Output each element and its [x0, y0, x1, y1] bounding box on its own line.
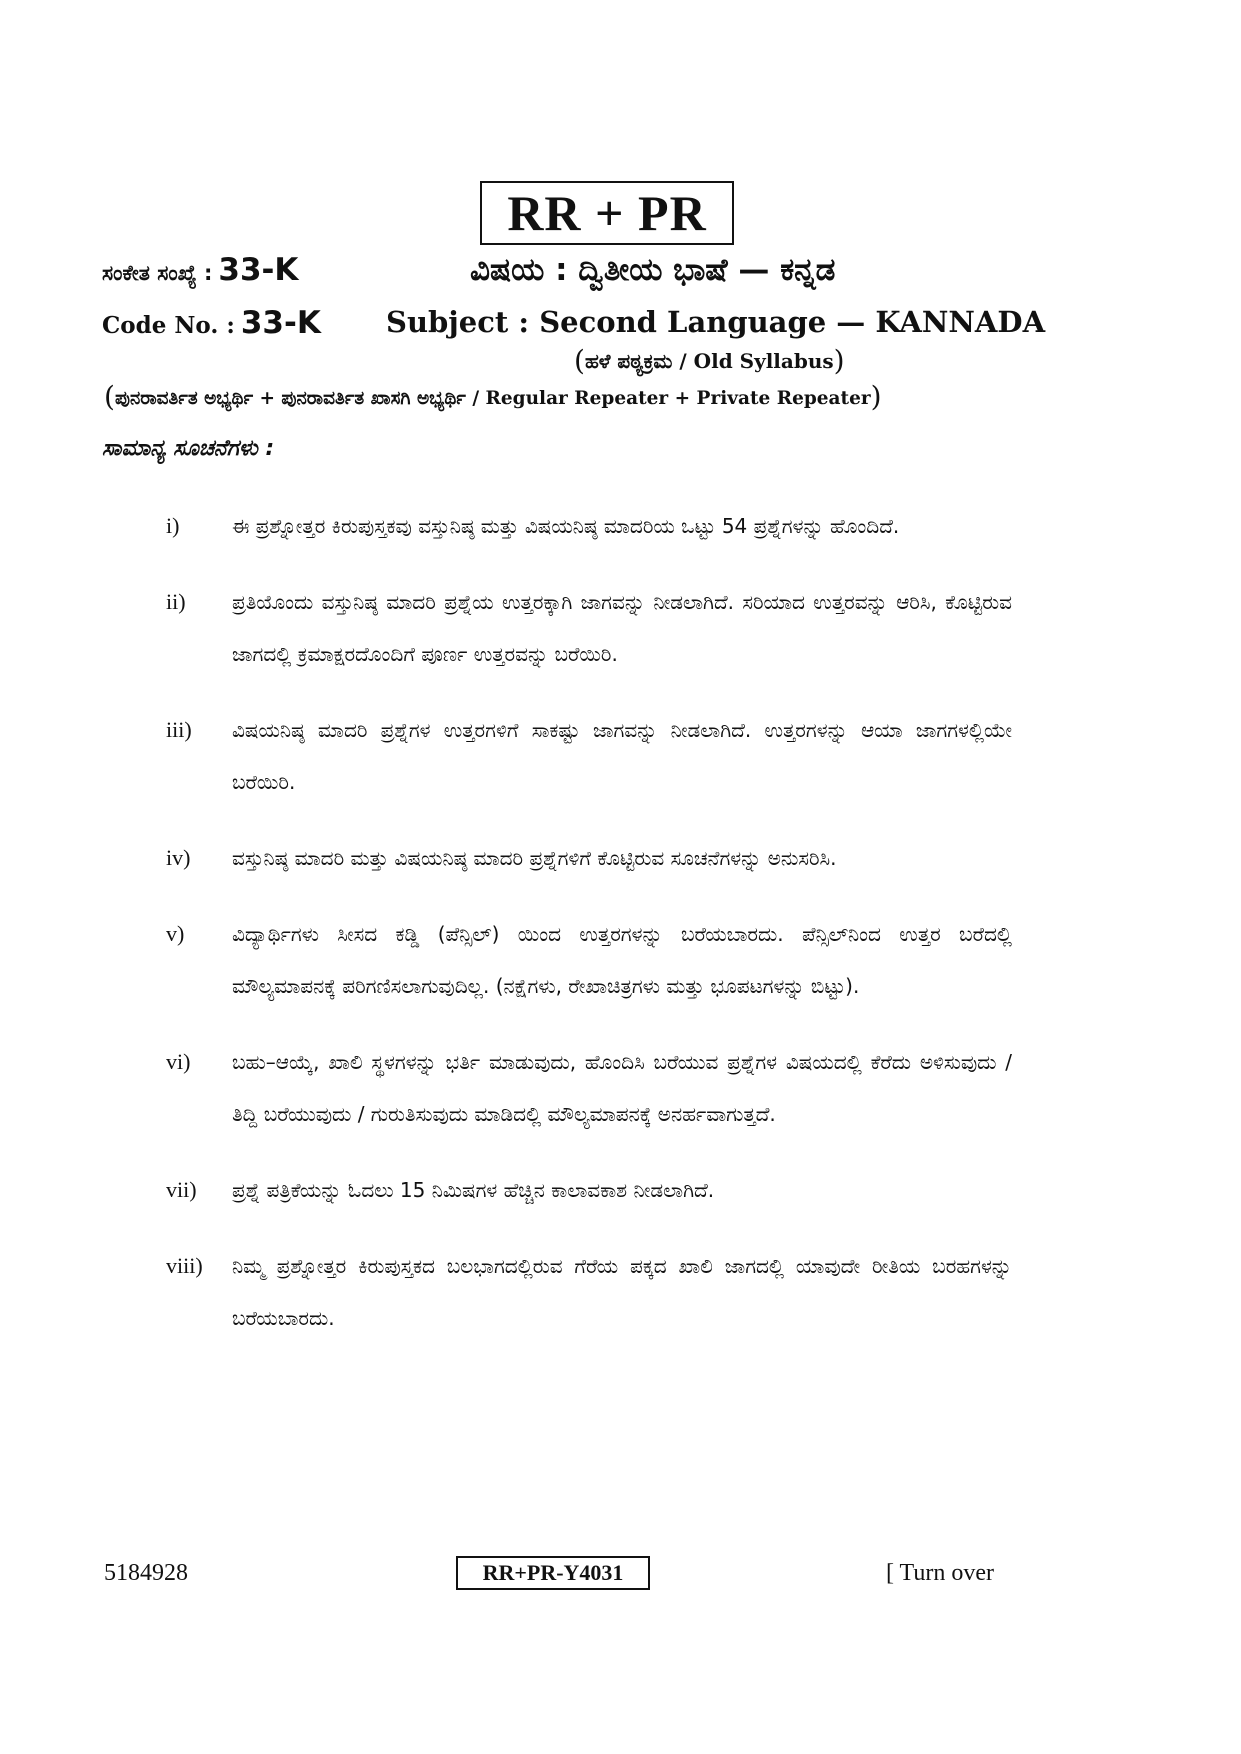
kn-code-value: 33-K	[218, 252, 299, 288]
instruction-item	[166, 1036, 1012, 1140]
instruction-text: ಈ ಪ್ರಶ್ನೋತ್ತರ ಕಿರುಪುಸ್ತಕವು ವಸ್ತುನಿಷ್ಠ ಮತ್ತು ವಿಷಯನಿಷ್ಠ ಮಾದರಿಯ ಒಟ್ಟು 54 ಪ್ರಶ್ನೆಗಳನ್ನು ಹೊಂದಿದೆ.	[232, 514, 900, 538]
instruction-text: ನಿಮ್ಮ ಪ್ರಶ್ನೋತ್ತರ ಕಿರುಪುಸ್ತಕದ ಬಲಭಾಗದಲ್ಲಿರುವ ಗೆರೆಯ ಪಕ್ಕದ ಖಾಲಿ ಜಾಗದಲ್ಲಿ ಯಾವುದೇ ರೀತಿಯ ಬರಹಗಳನ್ನು ಬರೆಯಬಾರದು.	[232, 1254, 1012, 1330]
instruction-item	[166, 832, 1012, 884]
instruction-text: ಬಹು–ಆಯ್ಕೆ, ಖಾಲಿ ಸ್ಥಳಗಳನ್ನು ಭರ್ತಿ ಮಾಡುವುದು, ಹೊಂದಿಸಿ ಬರೆಯುವ ಪ್ರಶ್ನೆಗಳ ವಿಷಯದಲ್ಲಿ ಕೆರೆದು ಅಳಿಸುವುದು / ತಿದ್ದಿ ಬರೆಯುವುದು / ಗುರುತಿಸುವುದು ಮಾಡಿದಲ್ಲಿ ಮೌಲ್ಯಮಾಪನಕ್ಕೆ ಅನರ್ಹವಾಗುತ್ತದೆ.	[232, 1050, 1012, 1126]
en-subject-row	[386, 305, 1045, 339]
syllabus-label: ಹಳೆ ಪಠ್ಯಕ್ರಮ / Old Syllabus	[584, 349, 834, 373]
turn-over-label: [ Turn over	[886, 1560, 995, 1586]
instruction-number: i)	[166, 513, 180, 538]
instruction-item	[166, 1240, 1012, 1344]
instruction-number: vii)	[166, 1177, 197, 1202]
en-subject: Subject : Second Language — KANNADA	[386, 305, 1046, 339]
instructions-list	[166, 500, 1012, 1368]
instruction-number: v)	[166, 921, 185, 946]
instruction-item	[166, 1164, 1012, 1216]
instruction-text: ವಸ್ತುನಿಷ್ಠ ಮಾದರಿ ಮತ್ತು ವಿಷಯನಿಷ್ಠ ಮಾದರಿ ಪ್ರಶ್ನೆಗಳಿಗೆ ಕೊಟ್ಟಿರುವ ಸೂಚನೆಗಳನ್ನು ಅನುಸರಿಸಿ.	[232, 846, 837, 870]
kn-code-row	[102, 252, 298, 288]
en-code-row	[102, 305, 321, 341]
kn-subject: ವಿಷಯ : ದ್ವಿತೀಯ ಭಾಷೆ — ಕನ್ನಡ	[470, 252, 836, 288]
instruction-number: iv)	[166, 845, 191, 870]
en-code-value: 33-K	[240, 305, 321, 341]
instruction-number: vi)	[166, 1049, 191, 1074]
general-instructions-heading: ಸಾಮಾನ್ಯ ಸೂಚನೆಗಳು :	[102, 436, 275, 461]
instruction-number: viii)	[166, 1253, 203, 1278]
candidates-row: (ಪುನರಾವರ್ತಿತ ಅಭ್ಯರ್ಥಿ + ಪುನರಾವರ್ತಿತ ಖಾಸಗಿ ಅಭ್ಯರ್ಥಿ / Regular Repeater + Private Repeater)	[104, 380, 882, 413]
instruction-text: ವಿಷಯನಿಷ್ಠ ಮಾದರಿ ಪ್ರಶ್ನೆಗಳ ಉತ್ತರಗಳಿಗೆ ಸಾಕಷ್ಟು ಜಾಗವನ್ನು ನೀಡಲಾಗಿದೆ. ಉತ್ತರಗಳನ್ನು ಆಯಾ ಜಾಗಗಳಲ್ಲಿಯೇ ಬರೆಯಿರಿ.	[232, 718, 1012, 794]
instruction-text: ಪ್ರಶ್ನೆ ಪತ್ರಿಕೆಯನ್ನು ಓದಲು 15 ನಿಮಿಷಗಳ ಹೆಚ್ಚಿನ ಕಾಲಾವಕಾಶ ನೀಡಲಾಗಿದೆ.	[232, 1178, 715, 1202]
instruction-item	[166, 704, 1012, 808]
instruction-item	[166, 500, 1012, 552]
general-instructions-heading-row	[102, 436, 274, 461]
exam-type-badge: RR + PR	[480, 181, 734, 245]
instruction-item	[166, 576, 1012, 680]
kn-subject-row	[470, 252, 835, 289]
serial-number: 5184928	[104, 1560, 188, 1586]
instruction-text: ಪ್ರತಿಯೊಂದು ವಸ್ತುನಿಷ್ಠ ಮಾದರಿ ಪ್ರಶ್ನೆಯ ಉತ್ತರಕ್ಕಾಗಿ ಜಾಗವನ್ನು ನೀಡಲಾಗಿದೆ. ಸರಿಯಾದ ಉತ್ತರವನ್ನು ಆರಿಸಿ, ಕೊಟ್ಟಿರುವ ಜಾಗದಲ್ಲಿ ಕ್ರಮಾಕ್ಷರದೊಂದಿಗೆ ಪೂರ್ಣ ಉತ್ತರವನ್ನು ಬರೆಯಿರಿ.	[232, 590, 1012, 666]
instruction-text: ವಿದ್ಯಾರ್ಥಿಗಳು ಸೀಸದ ಕಡ್ಡಿ (ಪೆನ್ಸಿಲ್) ಯಿಂದ ಉತ್ತರಗಳನ್ನು ಬರೆಯಬಾರದು. ಪೆನ್ಸಿಲ್‌ನಿಂದ ಉತ್ತರ ಬರೆದಲ್ಲಿ ಮೌಲ್ಯಮಾಪನಕ್ಕೆ ಪರಿಗಣಿಸಲಾಗುವುದಿಲ್ಲ. (ನಕ್ಷೆಗಳು, ರೇಖಾಚಿತ್ರಗಳು ಮತ್ತು ಭೂಪಟಗಳನ್ನು ಬಿಟ್ಟು).	[232, 922, 1012, 998]
kn-code-label: ಸಂಕೇತ ಸಂಖ್ಯೆ :	[102, 261, 213, 285]
paper-code-box: RR+PR-Y4031	[456, 1556, 650, 1590]
instruction-number: iii)	[166, 717, 192, 742]
candidates-label: ಪುನರಾವರ್ತಿತ ಅಭ್ಯರ್ಥಿ + ಪುನರಾವರ್ತಿತ ಖಾಸಗಿ ಅಭ್ಯರ್ಥಿ / Regular Repeater + Private Repeater	[114, 388, 871, 409]
instruction-item	[166, 908, 1012, 1012]
en-code-label: Code No. :	[102, 312, 235, 339]
syllabus-row: (ಹಳೆ ಪಠ್ಯಕ್ರಮ / Old Syllabus)	[574, 344, 845, 377]
instruction-number: ii)	[166, 589, 186, 614]
